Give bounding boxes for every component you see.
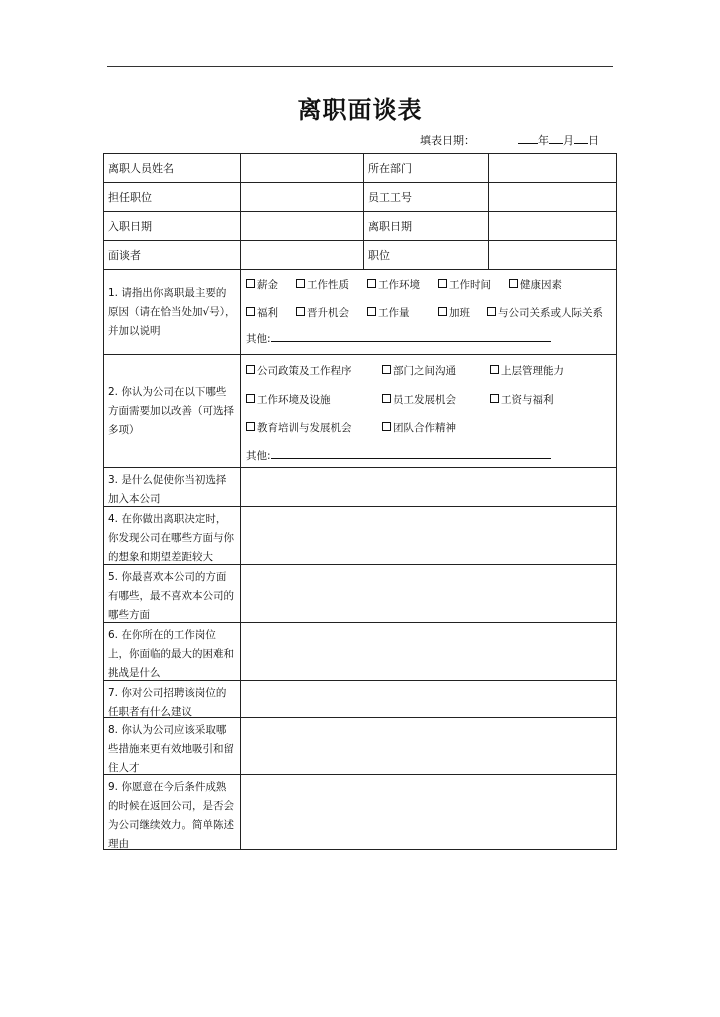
day-blank[interactable] (574, 133, 588, 144)
interviewer-title-label: 职位 (364, 241, 489, 269)
join-date-field[interactable] (241, 212, 364, 240)
option-label: 工作环境及设施 (257, 394, 331, 406)
option-label: 团队合作精神 (393, 422, 456, 434)
month-blank[interactable] (549, 133, 563, 144)
dept-field[interactable] (489, 154, 616, 182)
checkbox-option[interactable] (246, 277, 278, 292)
option-label: 薪金 (257, 279, 278, 291)
checkbox-icon[interactable] (296, 279, 305, 288)
option-label: 公司政策及工作程序 (257, 365, 352, 377)
info-row (104, 241, 616, 270)
question-6-text: 6. 在你所在的工作岗位上，你面临的最大的困难和挑战是什么 (104, 623, 241, 680)
question-row-7 (104, 681, 616, 718)
date-label: 填表日期： (420, 134, 475, 147)
option-label: 上层管理能力 (501, 365, 564, 377)
name-field[interactable] (241, 154, 364, 182)
exit-interview-form (103, 153, 617, 850)
other-input-line[interactable] (271, 449, 551, 459)
leave-date-label: 离职日期 (364, 212, 489, 240)
join-date-label: 入职日期 (104, 212, 241, 240)
option-label: 晋升机会 (307, 307, 349, 319)
empno-field[interactable] (489, 183, 616, 211)
question-3-text: 3. 是什么促使你当初选择加入本公司 (104, 468, 241, 506)
checkbox-icon[interactable] (246, 279, 255, 288)
interviewer-field[interactable] (241, 241, 364, 269)
name-label: 离职人员姓名 (104, 154, 241, 182)
option-label: 工资与福利 (501, 394, 554, 406)
question-7-text: 7. 你对公司招聘该岗位的任职者有什么建议 (104, 681, 241, 717)
day-label: 日 (588, 134, 599, 147)
question-row-2 (104, 355, 616, 468)
checkbox-option[interactable] (490, 363, 564, 378)
checkbox-option[interactable] (296, 305, 349, 320)
question-1-options (241, 270, 616, 354)
checkbox-icon[interactable] (490, 394, 499, 403)
info-row (104, 183, 616, 212)
page-title: 离职面谈表 (297, 95, 423, 124)
checkbox-icon[interactable] (382, 422, 391, 431)
question-2-options (241, 355, 616, 467)
interviewer-title-field[interactable] (489, 241, 616, 269)
checkbox-option[interactable] (382, 363, 456, 378)
interviewer-label: 面谈者 (104, 241, 241, 269)
answer-8-field[interactable] (241, 718, 616, 774)
question-row-9 (104, 775, 616, 849)
other-improvement (246, 448, 551, 463)
empno-label: 员工工号 (364, 183, 489, 211)
year-blank[interactable] (518, 133, 538, 144)
checkbox-icon[interactable] (367, 307, 376, 316)
checkbox-option[interactable] (438, 305, 470, 320)
option-label: 工作量 (378, 307, 410, 319)
info-row (104, 212, 616, 241)
checkbox-option[interactable] (382, 392, 456, 407)
option-label: 福利 (257, 307, 278, 319)
checkbox-icon[interactable] (246, 422, 255, 431)
checkbox-icon[interactable] (487, 307, 496, 316)
checkbox-option[interactable] (382, 420, 456, 435)
option-label: 工作时间 (449, 279, 491, 291)
checkbox-option[interactable] (487, 305, 603, 320)
checkbox-icon[interactable] (490, 365, 499, 374)
answer-3-field[interactable] (241, 468, 616, 506)
answer-4-field[interactable] (241, 507, 616, 564)
option-label: 教育培训与发展机会 (257, 422, 352, 434)
info-row (104, 154, 616, 183)
checkbox-icon[interactable] (246, 365, 255, 374)
checkbox-option[interactable] (367, 305, 410, 320)
option-label: 加班 (449, 307, 470, 319)
checkbox-option[interactable] (296, 277, 349, 292)
checkbox-icon[interactable] (382, 365, 391, 374)
checkbox-icon[interactable] (296, 307, 305, 316)
checkbox-option[interactable] (509, 277, 562, 292)
checkbox-icon[interactable] (438, 279, 447, 288)
checkbox-option[interactable] (490, 392, 554, 407)
dept-label: 所在部门 (364, 154, 489, 182)
question-row-3 (104, 468, 616, 507)
other-reason (246, 331, 551, 346)
year-label: 年 (538, 134, 549, 147)
answer-5-field[interactable] (241, 565, 616, 622)
position-label: 担任职位 (104, 183, 241, 211)
other-label: 其他: (246, 333, 271, 345)
header-rule (107, 66, 613, 67)
position-field[interactable] (241, 183, 364, 211)
date-fill-area (518, 132, 599, 148)
option-label: 工作环境 (378, 279, 420, 291)
checkbox-icon[interactable] (246, 307, 255, 316)
leave-date-field[interactable] (489, 212, 616, 240)
question-4-text: 4. 在你做出离职决定时，你发现公司在哪些方面与你的想象和期望差距较大 (104, 507, 241, 564)
checkbox-icon[interactable] (438, 307, 447, 316)
checkbox-icon[interactable] (382, 394, 391, 403)
question-2-text: 2. 你认为公司在以下哪些方面需要加以改善（可选择多项） (104, 355, 241, 467)
answer-7-field[interactable] (241, 681, 616, 717)
option-label: 员工发展机会 (393, 394, 456, 406)
option-label: 与公司关系或人际关系 (498, 307, 603, 319)
option-label: 工作性质 (307, 279, 349, 291)
question-row-6 (104, 623, 616, 681)
option-label: 部门之间沟通 (393, 365, 456, 377)
checkbox-option[interactable] (246, 363, 352, 378)
checkbox-option[interactable] (246, 305, 278, 320)
checkbox-icon[interactable] (246, 394, 255, 403)
question-row-4 (104, 507, 616, 565)
checkbox-option[interactable] (246, 392, 331, 407)
answer-6-field[interactable] (241, 623, 616, 680)
checkbox-option[interactable] (246, 420, 352, 435)
checkbox-option[interactable] (367, 277, 420, 292)
question-5-text: 5. 你最喜欢本公司的方面有哪些，最不喜欢本公司的哪些方面 (104, 565, 241, 622)
question-8-text: 8. 你认为公司应该采取哪些措施来更有效地吸引和留住人才 (104, 718, 241, 774)
question-row-1 (104, 270, 616, 355)
other-label: 其他: (246, 450, 271, 462)
other-input-line[interactable] (271, 332, 551, 342)
question-1-text: 1. 请指出你离职最主要的原因（请在恰当处加√号），并加以说明 (104, 270, 241, 354)
question-row-5 (104, 565, 616, 623)
checkbox-icon[interactable] (509, 279, 518, 288)
checkbox-icon[interactable] (367, 279, 376, 288)
option-label: 健康因素 (520, 279, 562, 291)
question-row-8 (104, 718, 616, 775)
checkbox-option[interactable] (438, 277, 491, 292)
answer-9-field[interactable] (241, 775, 616, 849)
question-9-text: 9. 你愿意在今后条件成熟的时候在返回公司，是否会为公司继续效力。简单陈述理由 (104, 775, 241, 849)
month-label: 月 (563, 134, 574, 147)
